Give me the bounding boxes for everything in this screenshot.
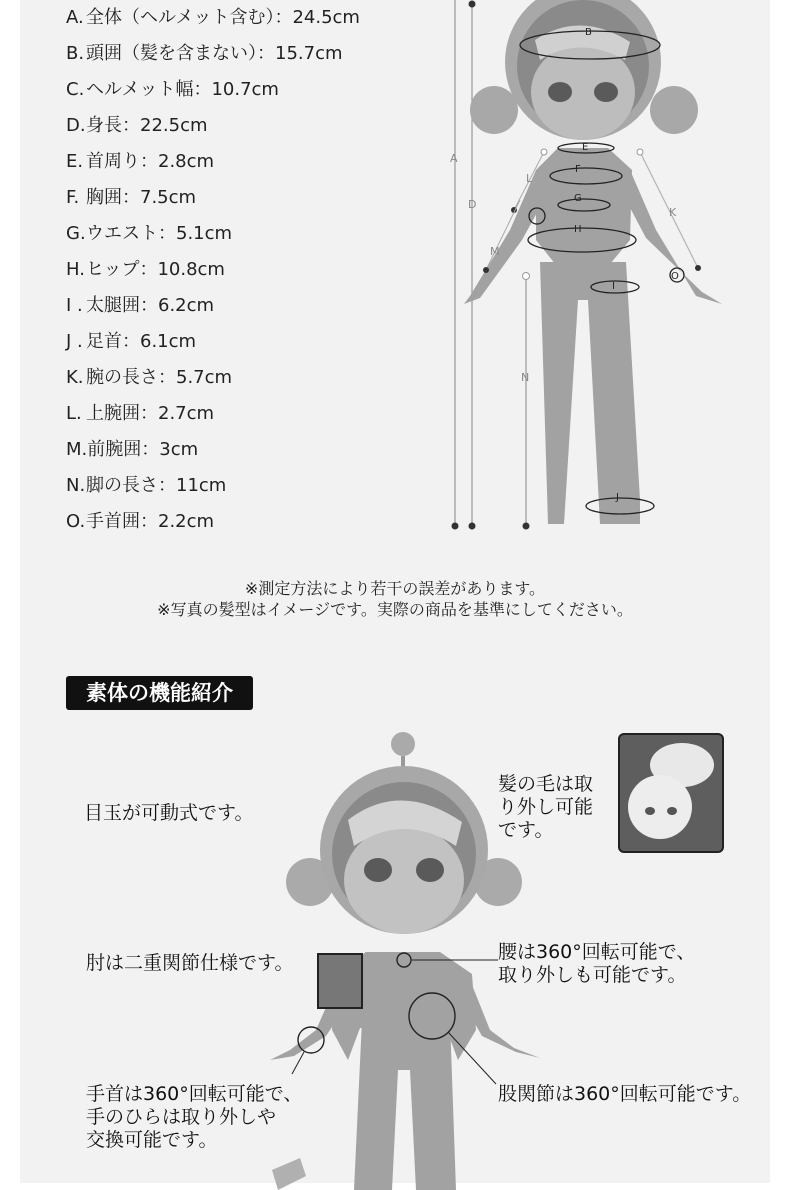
size-spec-list <box>66 0 360 540</box>
diagram-letter-o: O <box>671 271 679 282</box>
diagram-letter-b: B <box>585 27 592 38</box>
spec-label: H. <box>66 259 85 280</box>
spec-label: G. <box>66 223 86 244</box>
spec-label: F. <box>66 187 80 208</box>
elbow-joint-inset <box>317 953 363 1009</box>
spec-label: L. <box>66 403 82 424</box>
measurement-diagram <box>440 0 740 540</box>
spec-label: J . <box>66 331 83 352</box>
spec-item <box>66 216 360 252</box>
spec-label: K. <box>66 367 84 388</box>
diagram-letter-a: A <box>450 152 458 165</box>
spec-item <box>66 396 360 432</box>
spec-label: A. <box>66 7 84 28</box>
spec-item <box>66 0 360 36</box>
spec-item <box>66 180 360 216</box>
diagram-letter-n: N <box>521 371 530 384</box>
spec-label: C. <box>66 79 85 100</box>
spec-item <box>66 72 360 108</box>
spec-value: ヒップ：10.8cm <box>86 259 225 280</box>
diagram-letter-e: E <box>582 142 589 153</box>
diagram-letter-m: M <box>490 245 500 258</box>
spec-label: O. <box>66 511 86 532</box>
diagram-letter-g: G <box>574 193 582 204</box>
feature-waist: 腰は360°回転可能で、 取り外しも可能です。 <box>498 941 696 986</box>
spec-value: 前腕囲：3cm <box>87 439 199 460</box>
spec-item <box>66 324 360 360</box>
spec-value: 首周り：2.8cm <box>86 151 215 172</box>
section-title: 素体の機能紹介 <box>66 676 253 710</box>
diagram-letter-l: L <box>526 172 533 185</box>
spec-label: N. <box>66 475 86 496</box>
feature-eyes: 目玉が可動式です。 <box>84 802 254 824</box>
spec-value: ウエスト：5.1cm <box>86 223 233 244</box>
spec-value: ヘルメット幅：10.7cm <box>86 79 279 100</box>
spec-item <box>66 504 360 540</box>
spec-item <box>66 144 360 180</box>
spec-item <box>66 432 360 468</box>
spec-item <box>66 252 360 288</box>
spec-label: B. <box>66 43 85 64</box>
removable-hair-thumbnail <box>618 733 724 853</box>
spec-value: 足首：6.1cm <box>86 331 197 352</box>
spec-item <box>66 468 360 504</box>
spec-label: E. <box>66 151 84 172</box>
note-measurement-error: ※測定方法により若干の誤差があります。 <box>244 579 546 598</box>
spec-label: D. <box>66 115 86 136</box>
spec-item <box>66 36 360 72</box>
spec-label: I . <box>66 295 83 316</box>
diagram-letter-h: H <box>574 224 582 235</box>
diagram-letter-k: K <box>669 206 677 219</box>
spec-value: 腕の長さ：5.7cm <box>86 367 233 388</box>
spec-value: 脚の長さ：11cm <box>86 475 227 496</box>
feature-elbow: 肘は二重関節仕様です。 <box>86 952 294 974</box>
spec-item <box>66 108 360 144</box>
spec-value: 胸囲：7.5cm <box>86 187 197 208</box>
feature-hair: 髪の毛は取 り外し可能 です。 <box>498 773 594 841</box>
feature-wrist: 手首は360°回転可能で、 手のひらは取り外しや 交換可能です。 <box>86 1083 303 1151</box>
spec-label: M. <box>66 439 88 460</box>
spec-value: 上腕囲：2.7cm <box>86 403 215 424</box>
spec-value: 頭囲（髪を含まない）：15.7cm <box>86 43 343 64</box>
diagram-letter-d: D <box>468 198 477 211</box>
spec-item <box>66 288 360 324</box>
spec-value: 全体（ヘルメット含む）：24.5cm <box>86 7 360 28</box>
note-hairstyle: ※写真の髪型はイメージです。実際の商品を基準にしてください。 <box>157 600 633 619</box>
spec-value: 手首囲：2.2cm <box>86 511 215 532</box>
diagram-letter-j: J <box>616 492 619 503</box>
diagram-letter-f: F <box>575 164 581 175</box>
spec-value: 太腿囲：6.2cm <box>86 295 215 316</box>
diagram-letter-i: I <box>612 281 615 292</box>
feature-hip: 股関節は360°回転可能です。 <box>498 1083 752 1105</box>
spec-item <box>66 360 360 396</box>
spec-value: 身長：22.5cm <box>86 115 208 136</box>
